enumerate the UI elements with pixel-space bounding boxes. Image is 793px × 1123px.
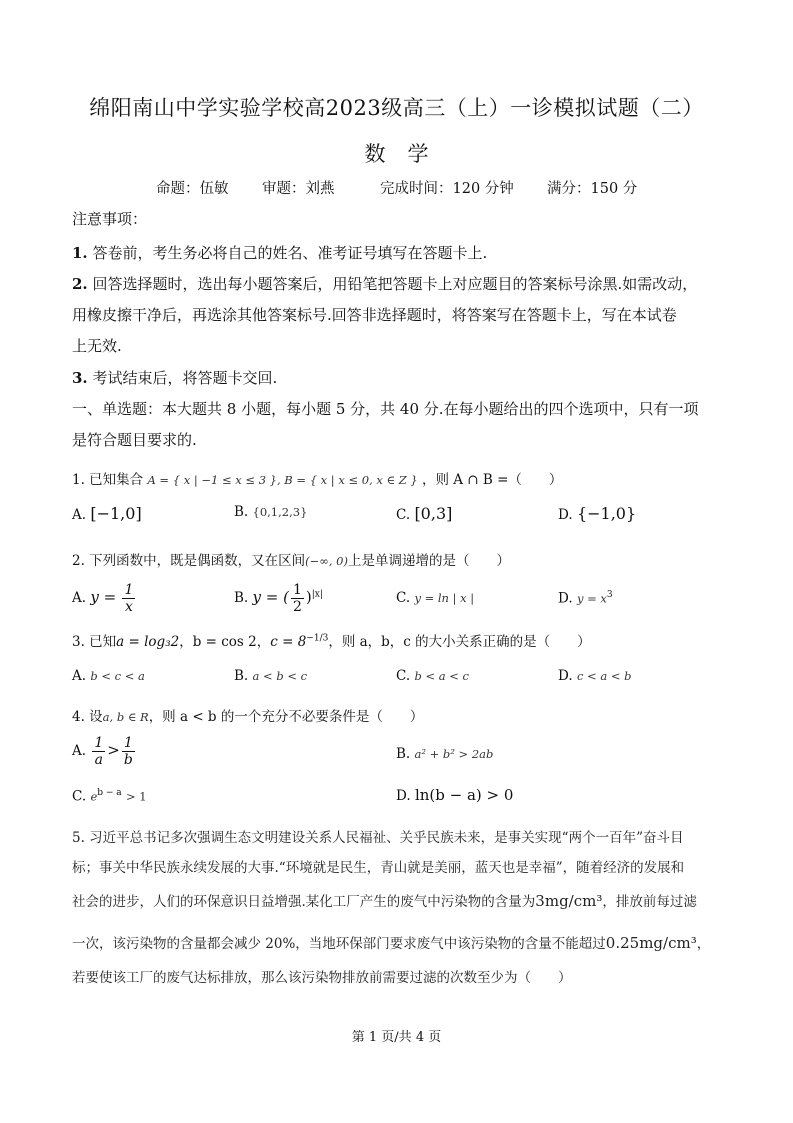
page-number: 第 1 页/共 4 页 bbox=[351, 1030, 442, 1045]
question-5-value: 0.25mg/cm³ bbox=[605, 934, 697, 952]
option-value: [−1,0] bbox=[90, 504, 142, 523]
option-label: C. bbox=[72, 788, 87, 805]
question-5-line-4 bbox=[72, 932, 710, 952]
question-4-option-b[interactable] bbox=[396, 746, 493, 762]
question-1-option-c[interactable] bbox=[396, 504, 452, 523]
question-4-stem bbox=[72, 705, 423, 725]
option-label: B. bbox=[234, 590, 249, 606]
question-2-option-b[interactable] bbox=[234, 583, 323, 614]
note-text: 考试结束后，将答题卡交回. bbox=[92, 369, 278, 387]
question-2-option-d[interactable] bbox=[558, 590, 613, 607]
setter-info: 命题：伍敏 bbox=[156, 181, 229, 197]
note-text: 答卷前，考生务必将自己的姓名、准考证号填写在答题卡上. bbox=[92, 244, 488, 262]
fraction bbox=[291, 583, 304, 614]
question-5-line-2: 标；事关中华民族永续发展的大事.“环境就是民生，青山就是美丽，蓝天也是幸福”，随着经济的发展和 bbox=[72, 860, 685, 876]
question-3-option-b[interactable] bbox=[234, 668, 307, 684]
question-5-value: 3mg/cm³ bbox=[535, 892, 603, 910]
option-lhs: y = ( bbox=[252, 588, 289, 606]
fraction-denominator: 2 bbox=[292, 599, 302, 615]
subject-title: 数学 bbox=[364, 142, 451, 166]
option-value: a < b < c bbox=[252, 669, 308, 683]
option-value: {0,1,2,3} bbox=[252, 505, 308, 519]
option-value: {−1,0} bbox=[576, 504, 637, 523]
fraction-numerator: 1 bbox=[94, 735, 104, 751]
question-5-line-1: 5. 习近平总书记多次强调生态文明建设关系人民福祉、关乎民族未来，是事关实现“两个一百年”奋斗目 bbox=[72, 830, 684, 846]
question-2-option-c[interactable] bbox=[396, 590, 474, 606]
question-2-suffix: 上是单调递增的是（ ） bbox=[348, 553, 510, 569]
option-label: A. bbox=[72, 743, 87, 759]
question-3-suffix: ，则 a，b，c 的大小关系正确的是（ ） bbox=[328, 634, 591, 650]
option-label: B. bbox=[234, 504, 249, 520]
option-label: B. bbox=[234, 668, 249, 684]
option-label: C. bbox=[396, 668, 411, 684]
note-2-line-2: 用橡皮擦干净后，再选涂其他答案标号.回答非选择题时，将答案写在答题卡上，写在本试卷 bbox=[72, 306, 677, 324]
option-rhs: > 1 bbox=[125, 789, 147, 804]
option-value: [0,3] bbox=[414, 504, 453, 523]
option-value: e bbox=[90, 789, 98, 804]
question-3-c-expr: c = 8 bbox=[270, 634, 307, 650]
option-label: A. bbox=[72, 668, 87, 684]
question-2-stem bbox=[72, 549, 510, 569]
fraction-numerator: 1 bbox=[292, 582, 302, 598]
question-3-stem bbox=[72, 630, 591, 650]
question-4-vars: a, b ∈ R bbox=[102, 710, 149, 724]
question-5-text: 社会的进步，人们的环保意识日益增强.某化工厂产生的废气中污染物的含量为 bbox=[72, 894, 536, 910]
question-2-prefix: 2. 下列函数中，既是偶函数，又在区间 bbox=[72, 553, 306, 569]
option-label: D. bbox=[558, 507, 573, 523]
option-value: y = ln | x | bbox=[414, 591, 475, 605]
note-1 bbox=[72, 242, 487, 263]
option-value: b < a < c bbox=[414, 669, 469, 683]
question-5-text: ，排放前每过滤 bbox=[602, 894, 697, 910]
section-heading-line-1: 一、单选题：本大题共 8 小题，每小题 5 分，共 40 分.在每小题给出的四个选项中，只有一项 bbox=[72, 400, 699, 418]
question-4-prefix: 4. 设 bbox=[72, 709, 103, 725]
question-5-text: ， bbox=[696, 936, 711, 952]
question-1-prefix: 1. 已知集合 bbox=[72, 472, 144, 488]
question-1-suffix: ，则 A ∩ B =（ ） bbox=[421, 472, 563, 488]
note-2-line-3: 上无效. bbox=[72, 337, 122, 355]
fraction-denominator: b bbox=[123, 752, 133, 768]
note-number: 2. bbox=[72, 275, 88, 293]
option-value: c < a < b bbox=[576, 669, 632, 683]
score-info: 满分：150 分 bbox=[547, 181, 638, 197]
question-2-interval: (−∞, 0) bbox=[305, 554, 348, 568]
note-3 bbox=[72, 367, 277, 388]
option-lhs: y = bbox=[90, 588, 117, 606]
question-5-text: 一次，该污染物的含量都会减少 20%，当地环保部门要求废气中该污染物的含量不能超过 bbox=[72, 936, 606, 952]
notes-heading: 注意事项： bbox=[72, 210, 148, 228]
option-value: b < c < a bbox=[90, 669, 145, 683]
option-label: A. bbox=[72, 507, 87, 523]
section-heading-line-2: 是符合题目要求的. bbox=[72, 431, 197, 449]
question-3-prefix: 3. 已知 bbox=[72, 634, 117, 650]
option-label: A. bbox=[72, 590, 87, 606]
option-value: a² + b² > 2ab bbox=[414, 747, 494, 761]
question-1-sets: A = { x | −1 ≤ x ≤ 3 }, B = { x | x ≤ 0, x ∈ Z } bbox=[147, 473, 418, 487]
option-operator: > bbox=[107, 741, 120, 759]
fraction-denominator: a bbox=[94, 752, 103, 768]
option-label: D. bbox=[558, 590, 573, 607]
question-3-option-a[interactable] bbox=[72, 668, 145, 684]
option-exponent: b − a bbox=[97, 788, 122, 798]
question-4-suffix: ，则 a < b 的一个充分不必要条件是（ ） bbox=[148, 709, 424, 725]
option-label: C. bbox=[396, 507, 411, 523]
option-value: y = x bbox=[576, 591, 607, 606]
question-3-c-exponent: −1/3 bbox=[306, 633, 329, 644]
question-3-b-expr: ，b = cos 2， bbox=[179, 634, 271, 650]
option-label: C. bbox=[396, 590, 411, 606]
question-1-stem bbox=[72, 468, 562, 488]
fraction-denominator: x bbox=[124, 599, 133, 615]
question-1-option-a[interactable] bbox=[72, 504, 142, 523]
note-text: 回答选择题时，选出每小题答案后，用铅笔把答题卡上对应题目的答案标号涂黑.如需改动， bbox=[92, 275, 698, 293]
question-1-option-d[interactable] bbox=[558, 504, 636, 523]
question-5-line-3 bbox=[72, 890, 697, 910]
question-4-option-a[interactable] bbox=[72, 736, 137, 767]
time-info: 完成时间：120 分钟 bbox=[380, 181, 514, 197]
question-5-line-5: 若要使该工厂的废气达标排放，那么该污染物排放前需要过滤的次数至少为（ ） bbox=[72, 970, 572, 986]
note-number: 1. bbox=[72, 244, 88, 262]
question-4-option-c[interactable] bbox=[72, 788, 147, 805]
fraction bbox=[92, 736, 105, 767]
option-label: B. bbox=[396, 746, 411, 762]
question-4-option-d[interactable] bbox=[396, 786, 513, 804]
note-number: 3. bbox=[72, 369, 88, 387]
fraction-numerator: 1 bbox=[124, 582, 134, 598]
fraction-numerator: 1 bbox=[123, 735, 133, 751]
exam-title: 绵阳南山中学实验学校高2023级高三（上）一诊模拟试题（二） bbox=[89, 96, 704, 120]
option-exponent: |x| bbox=[311, 589, 323, 600]
reviewer-info: 审题：刘燕 bbox=[262, 181, 335, 197]
fraction bbox=[122, 583, 135, 614]
option-rhs: ) bbox=[305, 588, 312, 606]
question-3-a-expr: a = log₃2 bbox=[116, 634, 180, 650]
question-1-option-b[interactable] bbox=[234, 504, 307, 520]
fraction bbox=[122, 736, 135, 767]
option-exponent: 3 bbox=[606, 590, 613, 600]
question-3-option-c[interactable] bbox=[396, 668, 469, 684]
option-value: ln(b − a) > 0 bbox=[414, 786, 514, 804]
option-label: D. bbox=[396, 788, 411, 804]
question-3-option-d[interactable] bbox=[558, 668, 632, 684]
question-2-option-a[interactable] bbox=[72, 583, 137, 614]
option-label: D. bbox=[558, 668, 573, 684]
note-2 bbox=[72, 273, 697, 294]
